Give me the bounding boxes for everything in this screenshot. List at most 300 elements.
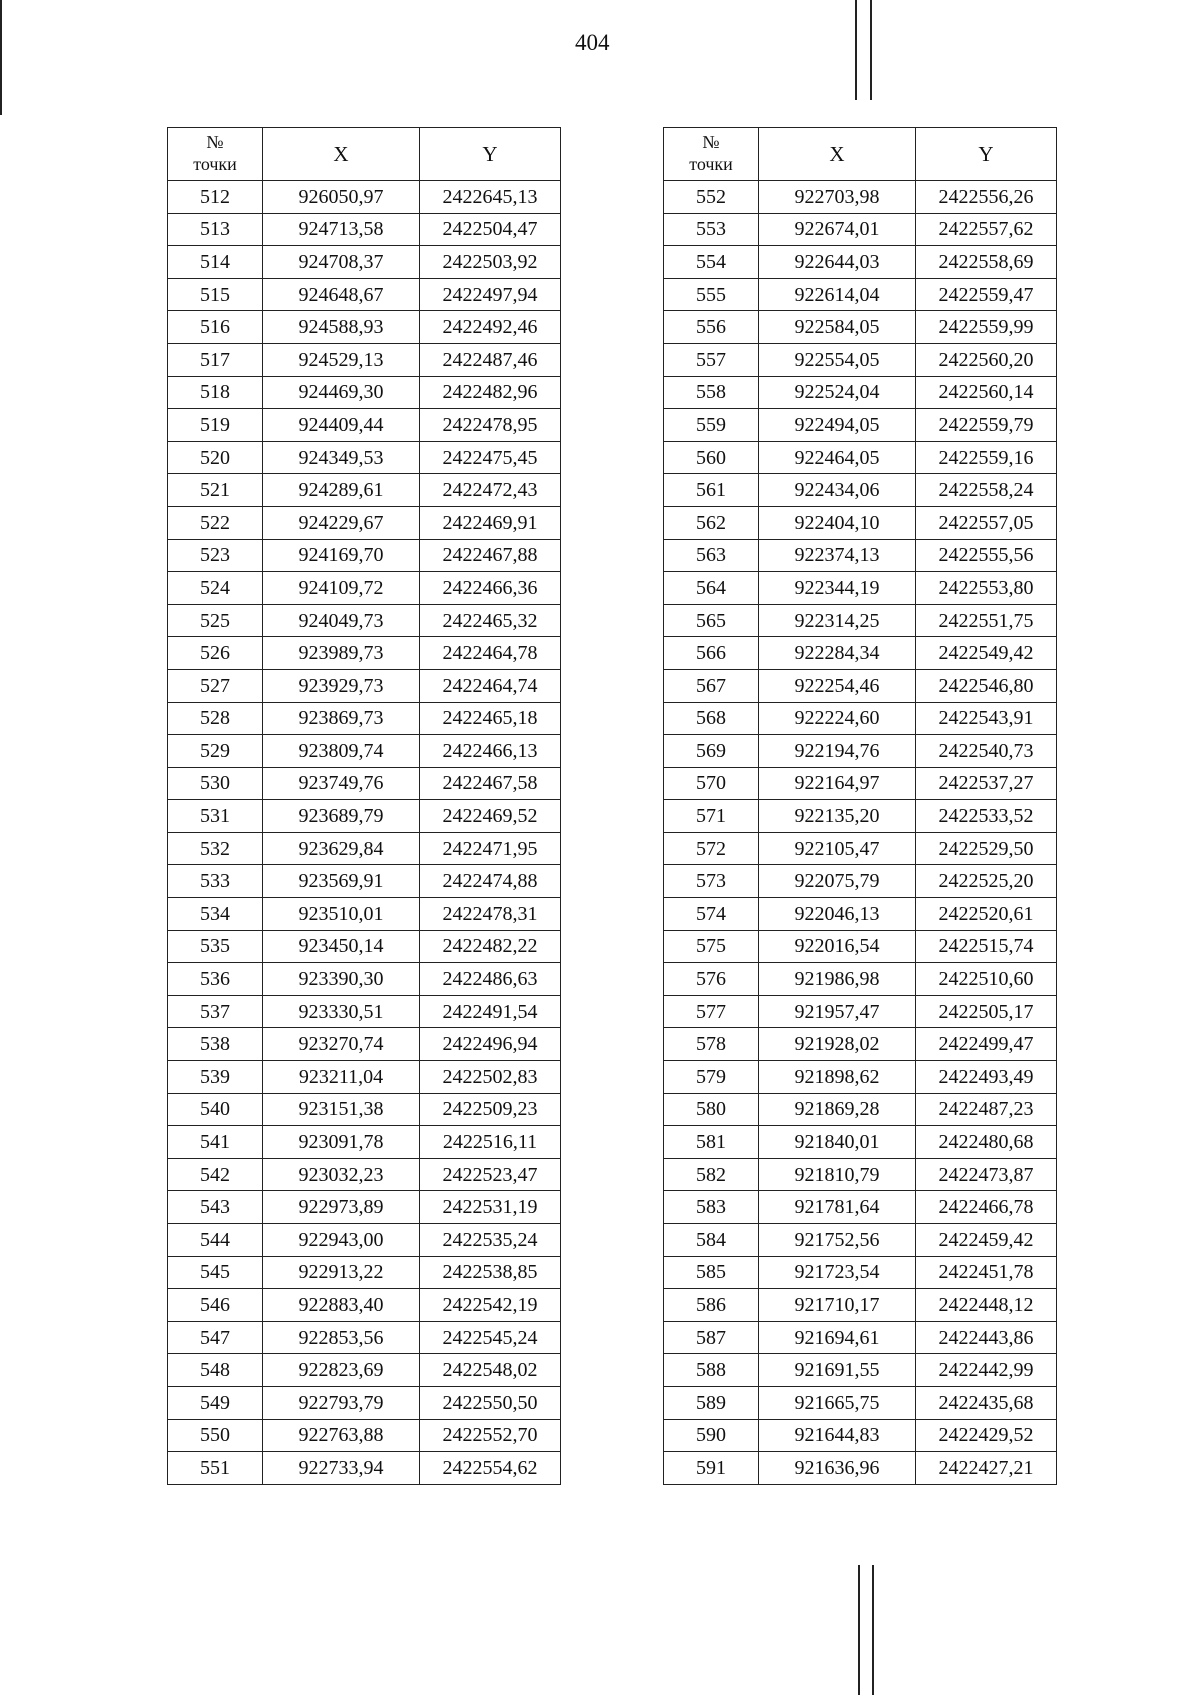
cell-point-number: 535 — [168, 930, 263, 963]
header-point-number — [168, 128, 263, 181]
header-x: X — [263, 128, 420, 181]
cell-y: 2422540,73 — [916, 735, 1057, 768]
table-row — [168, 343, 561, 376]
cell-y: 2422529,50 — [916, 832, 1057, 865]
cell-point-number: 542 — [168, 1158, 263, 1191]
table-row — [168, 441, 561, 474]
cell-y: 2422451,78 — [916, 1256, 1057, 1289]
cell-y: 2422545,24 — [420, 1321, 561, 1354]
cell-y: 2422464,74 — [420, 669, 561, 702]
table-row — [168, 1452, 561, 1485]
table-row — [664, 311, 1057, 344]
header-num-word: точки — [193, 154, 237, 174]
cell-point-number: 528 — [168, 702, 263, 735]
cell-point-number: 567 — [664, 669, 759, 702]
cell-y: 2422466,78 — [916, 1191, 1057, 1224]
table-row — [168, 1028, 561, 1061]
cell-y: 2422546,80 — [916, 669, 1057, 702]
cell-y: 2422543,91 — [916, 702, 1057, 735]
table-row — [168, 506, 561, 539]
cell-x: 922644,03 — [759, 246, 916, 279]
cell-point-number: 571 — [664, 800, 759, 833]
table-row — [168, 1354, 561, 1387]
header-point-number — [664, 128, 759, 181]
cell-x: 921723,54 — [759, 1256, 916, 1289]
cell-x: 923270,74 — [263, 1028, 420, 1061]
cell-point-number: 546 — [168, 1289, 263, 1322]
cell-y: 2422560,20 — [916, 343, 1057, 376]
cell-point-number: 579 — [664, 1061, 759, 1094]
margin-line-left — [0, 0, 2, 115]
cell-point-number: 576 — [664, 963, 759, 996]
table-row — [168, 702, 561, 735]
cell-x: 922224,60 — [759, 702, 916, 735]
cell-x: 922164,97 — [759, 767, 916, 800]
cell-point-number: 578 — [664, 1028, 759, 1061]
cell-point-number: 557 — [664, 343, 759, 376]
cell-y: 2422548,02 — [420, 1354, 561, 1387]
cell-y: 2422443,86 — [916, 1321, 1057, 1354]
cell-y: 2422504,47 — [420, 213, 561, 246]
cell-point-number: 555 — [664, 278, 759, 311]
cell-x: 923869,73 — [263, 702, 420, 735]
cell-y: 2422645,13 — [420, 181, 561, 214]
cell-point-number: 544 — [168, 1224, 263, 1257]
cell-point-number: 568 — [664, 702, 759, 735]
cell-point-number: 553 — [664, 213, 759, 246]
cell-x: 924529,13 — [263, 343, 420, 376]
page-number: 404 — [575, 30, 610, 55]
cell-y: 2422471,95 — [420, 832, 561, 865]
cell-point-number: 562 — [664, 506, 759, 539]
cell-y: 2422442,99 — [916, 1354, 1057, 1387]
cell-x: 924708,37 — [263, 246, 420, 279]
cell-x: 924289,61 — [263, 474, 420, 507]
cell-x: 922344,19 — [759, 572, 916, 605]
cell-x: 922943,00 — [263, 1224, 420, 1257]
cell-y: 2422549,42 — [916, 637, 1057, 670]
cell-y: 2422502,83 — [420, 1061, 561, 1094]
table-row — [168, 409, 561, 442]
cell-point-number: 559 — [664, 409, 759, 442]
cell-y: 2422466,36 — [420, 572, 561, 605]
cell-point-number: 547 — [168, 1321, 263, 1354]
cell-y: 2422482,96 — [420, 376, 561, 409]
cell-x: 922733,94 — [263, 1452, 420, 1485]
cell-point-number: 543 — [168, 1191, 263, 1224]
table-row — [168, 1061, 561, 1094]
cell-point-number: 516 — [168, 311, 263, 344]
table-row — [664, 1386, 1057, 1419]
cell-y: 2422505,17 — [916, 995, 1057, 1028]
cell-y: 2422464,78 — [420, 637, 561, 670]
cell-point-number: 572 — [664, 832, 759, 865]
table-row — [168, 278, 561, 311]
table-row — [168, 963, 561, 996]
cell-y: 2422467,58 — [420, 767, 561, 800]
cell-y: 2422478,31 — [420, 898, 561, 931]
cell-point-number: 560 — [664, 441, 759, 474]
cell-x: 922194,76 — [759, 735, 916, 768]
cell-point-number: 581 — [664, 1126, 759, 1159]
cell-point-number: 550 — [168, 1419, 263, 1452]
table-row — [168, 213, 561, 246]
cell-y: 2422469,91 — [420, 506, 561, 539]
cell-y: 2422473,87 — [916, 1158, 1057, 1191]
table-row — [664, 213, 1057, 246]
cell-point-number: 554 — [664, 246, 759, 279]
cell-y: 2422427,21 — [916, 1452, 1057, 1485]
cell-point-number: 566 — [664, 637, 759, 670]
cell-x: 923689,79 — [263, 800, 420, 833]
cell-y: 2422535,24 — [420, 1224, 561, 1257]
cell-x: 924109,72 — [263, 572, 420, 605]
cell-x: 922614,04 — [759, 278, 916, 311]
cell-y: 2422537,27 — [916, 767, 1057, 800]
table-row — [664, 865, 1057, 898]
cell-y: 2422559,47 — [916, 278, 1057, 311]
cell-x: 922016,54 — [759, 930, 916, 963]
table-header-row — [168, 128, 561, 181]
cell-x: 923390,30 — [263, 963, 420, 996]
cell-y: 2422465,18 — [420, 702, 561, 735]
cell-x: 922524,04 — [759, 376, 916, 409]
cell-y: 2422553,80 — [916, 572, 1057, 605]
cell-point-number: 541 — [168, 1126, 263, 1159]
table-row — [664, 1224, 1057, 1257]
table-row — [664, 995, 1057, 1028]
cell-x: 922853,56 — [263, 1321, 420, 1354]
cell-point-number: 575 — [664, 930, 759, 963]
cell-y: 2422554,62 — [420, 1452, 561, 1485]
cell-y: 2422475,45 — [420, 441, 561, 474]
table-row — [168, 637, 561, 670]
cell-x: 923330,51 — [263, 995, 420, 1028]
cell-x: 924049,73 — [263, 604, 420, 637]
cell-x: 922254,46 — [759, 669, 916, 702]
cell-y: 2422474,88 — [420, 865, 561, 898]
table-row — [664, 930, 1057, 963]
cell-x: 924229,67 — [263, 506, 420, 539]
table-row — [664, 441, 1057, 474]
cell-x: 922314,25 — [759, 604, 916, 637]
table-row — [168, 865, 561, 898]
cell-y: 2422551,75 — [916, 604, 1057, 637]
cell-x: 922135,20 — [759, 800, 916, 833]
table-row — [168, 539, 561, 572]
cell-y: 2422533,52 — [916, 800, 1057, 833]
cell-x: 921810,79 — [759, 1158, 916, 1191]
cell-point-number: 586 — [664, 1289, 759, 1322]
cell-x: 924648,67 — [263, 278, 420, 311]
table-row — [664, 832, 1057, 865]
cell-y: 2422538,85 — [420, 1256, 561, 1289]
table-row — [664, 1419, 1057, 1452]
cell-x: 924349,53 — [263, 441, 420, 474]
table-row — [168, 604, 561, 637]
cell-point-number: 588 — [664, 1354, 759, 1387]
cell-x: 924409,44 — [263, 409, 420, 442]
cell-point-number: 534 — [168, 898, 263, 931]
cell-point-number: 548 — [168, 1354, 263, 1387]
cell-y: 2422448,12 — [916, 1289, 1057, 1322]
table-row — [664, 1256, 1057, 1289]
margin-line-bottom-right-b — [872, 1565, 874, 1695]
table-row — [168, 930, 561, 963]
table-row — [168, 1386, 561, 1419]
margin-line-top-right-b — [870, 0, 872, 100]
cell-point-number: 558 — [664, 376, 759, 409]
cell-point-number: 523 — [168, 539, 263, 572]
cell-y: 2422467,88 — [420, 539, 561, 572]
cell-x: 921781,64 — [759, 1191, 916, 1224]
cell-point-number: 580 — [664, 1093, 759, 1126]
cell-x: 921869,28 — [759, 1093, 916, 1126]
cell-point-number: 522 — [168, 506, 263, 539]
table-row — [664, 1028, 1057, 1061]
cell-x: 922763,88 — [263, 1419, 420, 1452]
cell-y: 2422515,74 — [916, 930, 1057, 963]
cell-point-number: 549 — [168, 1386, 263, 1419]
cell-x: 921752,56 — [759, 1224, 916, 1257]
cell-x: 921644,83 — [759, 1419, 916, 1452]
table-row — [664, 376, 1057, 409]
cell-point-number: 570 — [664, 767, 759, 800]
cell-point-number: 539 — [168, 1061, 263, 1094]
cell-point-number: 512 — [168, 181, 263, 214]
cell-point-number: 513 — [168, 213, 263, 246]
cell-x: 922075,79 — [759, 865, 916, 898]
cell-x: 921665,75 — [759, 1386, 916, 1419]
cell-x: 922913,22 — [263, 1256, 420, 1289]
cell-point-number: 527 — [168, 669, 263, 702]
table-row — [168, 669, 561, 702]
table-row — [168, 735, 561, 768]
margin-line-top-right-a — [855, 0, 857, 100]
cell-x: 923629,84 — [263, 832, 420, 865]
cell-point-number: 531 — [168, 800, 263, 833]
cell-y: 2422472,43 — [420, 474, 561, 507]
table-row — [664, 669, 1057, 702]
cell-y: 2422558,69 — [916, 246, 1057, 279]
cell-point-number: 577 — [664, 995, 759, 1028]
table-row — [168, 995, 561, 1028]
cell-y: 2422499,47 — [916, 1028, 1057, 1061]
cell-point-number: 536 — [168, 963, 263, 996]
cell-y: 2422523,47 — [420, 1158, 561, 1191]
table-row — [664, 702, 1057, 735]
table-row — [168, 1224, 561, 1257]
cell-x: 924169,70 — [263, 539, 420, 572]
cell-y: 2422520,61 — [916, 898, 1057, 931]
cell-y: 2422531,19 — [420, 1191, 561, 1224]
cell-point-number: 556 — [664, 311, 759, 344]
header-num-symbol: № — [206, 132, 224, 153]
table-row — [664, 1126, 1057, 1159]
cell-x: 922584,05 — [759, 311, 916, 344]
cell-x: 922793,79 — [263, 1386, 420, 1419]
margin-line-bottom-right-a — [858, 1565, 860, 1695]
cell-y: 2422480,68 — [916, 1126, 1057, 1159]
cell-x: 922105,47 — [759, 832, 916, 865]
coordinates-table-right — [663, 127, 1057, 1485]
cell-point-number: 582 — [664, 1158, 759, 1191]
table-row — [664, 278, 1057, 311]
cell-x: 921694,61 — [759, 1321, 916, 1354]
table-row — [664, 637, 1057, 670]
header-num-word: точки — [689, 154, 733, 174]
table-row — [664, 898, 1057, 931]
cell-x: 922404,10 — [759, 506, 916, 539]
table-row — [168, 376, 561, 409]
cell-x: 922434,06 — [759, 474, 916, 507]
cell-point-number: 565 — [664, 604, 759, 637]
cell-x: 923151,38 — [263, 1093, 420, 1126]
cell-y: 2422550,50 — [420, 1386, 561, 1419]
table-row — [664, 572, 1057, 605]
cell-point-number: 515 — [168, 278, 263, 311]
cell-y: 2422497,94 — [420, 278, 561, 311]
cell-y: 2422557,62 — [916, 213, 1057, 246]
cell-x: 923569,91 — [263, 865, 420, 898]
table-row — [168, 1093, 561, 1126]
table-row — [168, 246, 561, 279]
cell-y: 2422556,26 — [916, 181, 1057, 214]
cell-x: 923211,04 — [263, 1061, 420, 1094]
coordinates-table-left — [167, 127, 561, 1485]
cell-point-number: 574 — [664, 898, 759, 931]
table-row — [168, 1256, 561, 1289]
cell-x: 922374,13 — [759, 539, 916, 572]
cell-point-number: 540 — [168, 1093, 263, 1126]
table-row — [664, 1158, 1057, 1191]
cell-point-number: 569 — [664, 735, 759, 768]
table-row — [664, 409, 1057, 442]
cell-x: 924588,93 — [263, 311, 420, 344]
cell-y: 2422478,95 — [420, 409, 561, 442]
cell-point-number: 521 — [168, 474, 263, 507]
cell-y: 2422491,54 — [420, 995, 561, 1028]
cell-x: 923032,23 — [263, 1158, 420, 1191]
cell-y: 2422429,52 — [916, 1419, 1057, 1452]
table-row — [168, 1321, 561, 1354]
cell-point-number: 537 — [168, 995, 263, 1028]
cell-y: 2422559,16 — [916, 441, 1057, 474]
cell-point-number: 563 — [664, 539, 759, 572]
cell-point-number: 551 — [168, 1452, 263, 1485]
cell-x: 921710,17 — [759, 1289, 916, 1322]
header-num-symbol: № — [702, 132, 720, 153]
cell-y: 2422466,13 — [420, 735, 561, 768]
cell-y: 2422493,49 — [916, 1061, 1057, 1094]
cell-x: 922284,34 — [759, 637, 916, 670]
cell-point-number: 529 — [168, 735, 263, 768]
table-row — [168, 898, 561, 931]
cell-x: 922046,13 — [759, 898, 916, 931]
cell-x: 921691,55 — [759, 1354, 916, 1387]
table-row — [664, 604, 1057, 637]
cell-y: 2422503,92 — [420, 246, 561, 279]
table-row — [168, 1191, 561, 1224]
cell-x: 922494,05 — [759, 409, 916, 442]
cell-x: 921928,02 — [759, 1028, 916, 1061]
cell-x: 921957,47 — [759, 995, 916, 1028]
cell-point-number: 561 — [664, 474, 759, 507]
cell-x: 921898,62 — [759, 1061, 916, 1094]
cell-y: 2422509,23 — [420, 1093, 561, 1126]
cell-point-number: 514 — [168, 246, 263, 279]
cell-x: 922464,05 — [759, 441, 916, 474]
cell-x: 922973,89 — [263, 1191, 420, 1224]
table-row — [168, 474, 561, 507]
cell-y: 2422525,20 — [916, 865, 1057, 898]
table-row — [168, 767, 561, 800]
cell-y: 2422482,22 — [420, 930, 561, 963]
cell-point-number: 585 — [664, 1256, 759, 1289]
cell-y: 2422559,79 — [916, 409, 1057, 442]
cell-y: 2422552,70 — [420, 1419, 561, 1452]
cell-x: 922883,40 — [263, 1289, 420, 1322]
cell-y: 2422557,05 — [916, 506, 1057, 539]
cell-y: 2422510,60 — [916, 963, 1057, 996]
cell-point-number: 589 — [664, 1386, 759, 1419]
table-row — [664, 539, 1057, 572]
cell-point-number: 525 — [168, 604, 263, 637]
cell-point-number: 587 — [664, 1321, 759, 1354]
cell-x: 924713,58 — [263, 213, 420, 246]
table-row — [168, 311, 561, 344]
cell-x: 922674,01 — [759, 213, 916, 246]
cell-y: 2422558,24 — [916, 474, 1057, 507]
cell-point-number: 552 — [664, 181, 759, 214]
cell-point-number: 520 — [168, 441, 263, 474]
cell-x: 923091,78 — [263, 1126, 420, 1159]
cell-y: 2422496,94 — [420, 1028, 561, 1061]
cell-point-number: 533 — [168, 865, 263, 898]
cell-y: 2422492,46 — [420, 311, 561, 344]
table-header-row — [664, 128, 1057, 181]
table-row — [168, 832, 561, 865]
cell-point-number: 526 — [168, 637, 263, 670]
cell-x: 921840,01 — [759, 1126, 916, 1159]
header-y: Y — [916, 128, 1057, 181]
cell-x: 922823,69 — [263, 1354, 420, 1387]
cell-x: 922554,05 — [759, 343, 916, 376]
table-row — [664, 735, 1057, 768]
table-row — [664, 506, 1057, 539]
cell-point-number: 519 — [168, 409, 263, 442]
table-row — [664, 767, 1057, 800]
cell-point-number: 564 — [664, 572, 759, 605]
table-row — [664, 963, 1057, 996]
cell-y: 2422516,11 — [420, 1126, 561, 1159]
table-row — [664, 1321, 1057, 1354]
cell-y: 2422465,32 — [420, 604, 561, 637]
cell-x: 922703,98 — [759, 181, 916, 214]
cell-y: 2422459,42 — [916, 1224, 1057, 1257]
cell-point-number: 591 — [664, 1452, 759, 1485]
cell-point-number: 545 — [168, 1256, 263, 1289]
cell-y: 2422469,52 — [420, 800, 561, 833]
cell-x: 923749,76 — [263, 767, 420, 800]
cell-y: 2422555,56 — [916, 539, 1057, 572]
cell-x: 921636,96 — [759, 1452, 916, 1485]
cell-x: 924469,30 — [263, 376, 420, 409]
cell-y: 2422487,46 — [420, 343, 561, 376]
cell-x: 923450,14 — [263, 930, 420, 963]
cell-y: 2422560,14 — [916, 376, 1057, 409]
header-x: X — [759, 128, 916, 181]
